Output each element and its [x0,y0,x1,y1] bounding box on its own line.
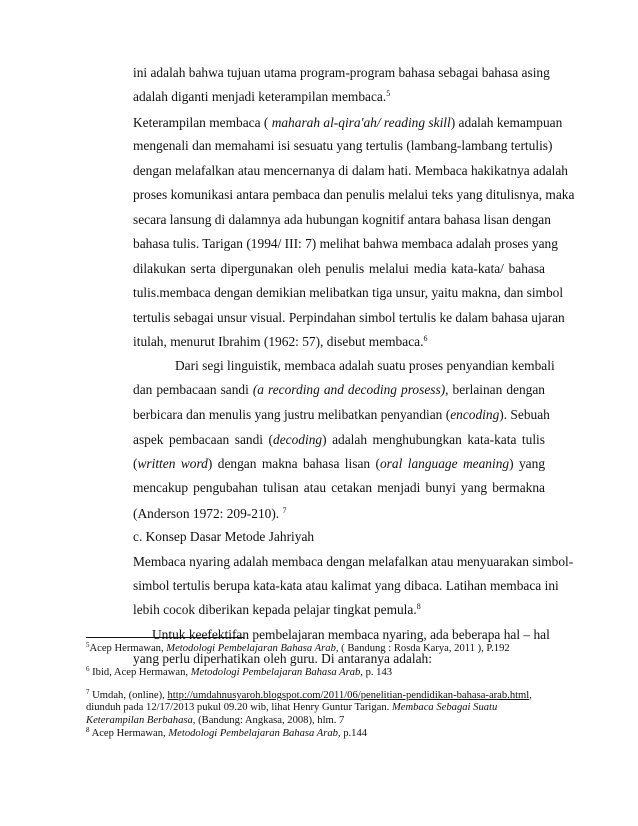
body-line [152,627,550,643]
text-run: diunduh pada 12/17/2013 pukul 09.20 wib, lihat Henry Guntur Tarigan. [86,702,392,713]
text-run: mencakup pengubahan tulisan atau cetakan menjadi bunyi yang bermakna [133,480,545,495]
text-run: yang perlu diperhatikan oleh guru. Di antaranya adalah: [133,651,432,666]
text-run: Metodologi Pembelajaran Bahasa Arab, [168,728,341,739]
footnote-ref: 5 [86,641,90,649]
text-run: ) adalah menghubungkan kata-kata tulis [322,432,545,447]
text-run: Umdah, (online), [89,690,168,701]
text-run: Acep Hermawan, [89,728,169,739]
text-run: Acep Hermawan, [89,643,167,654]
text-run: ). Sebuah [499,407,550,422]
body-line [175,358,555,374]
text-run: dan pembacaan sandi [133,382,253,397]
text-run: secara lansung di dalamnya ada hubungan kognitif antara bahasa lisan dengan [133,212,551,227]
footnote-ref: 6 [423,334,428,343]
footnote-ref: 6 [86,665,90,673]
body-line [133,554,574,570]
footnote-separator [86,637,244,638]
text-run: Membaca nyaring adalah membaca dengan melafalkan atau menyuarakan simbol- [133,554,574,569]
text-run: p.144 [340,728,368,739]
body-line [133,334,545,350]
footnote-ref: 7 [86,688,90,696]
footnote-ref: 8 [86,726,90,734]
footnote-line [86,702,546,715]
body-line [133,65,550,81]
text-run: decoding [273,432,323,447]
text-run: ) dengan makna bahasa lisan ( [207,456,380,471]
text-run: tulis.membaca dengan demikian melibatkan tiga unsur, yaitu makna, dan simbol [133,285,564,300]
body-line [133,432,545,448]
body-line [133,163,568,179]
text-run: Keterampilan Berbahasa, [86,715,196,726]
text-run: maharah al-qira'ah/ reading skill [271,115,451,130]
body-line [133,187,575,203]
footnote-ref: 7 [282,506,287,515]
text-run: ( [133,456,138,471]
body-line [133,138,553,154]
text-run: Metodologi Pembelajaran Bahasa Arab, [190,667,363,678]
footnote-line [86,690,546,703]
text-run: itulah, menurut Ibrahim (1962: 57), disebut membaca. [133,334,424,349]
body-line [133,115,563,131]
text-run: (a recording and decoding prosess) [252,382,446,397]
text-run: ) yang [509,456,546,471]
text-run: , berlainan dengan [445,382,545,397]
footnote-ref: 8 [416,602,421,611]
body-line [133,456,545,472]
text-run: c. Konsep Dasar Metode Jahriyah [133,529,315,544]
body-line [133,236,558,252]
footnote-line [86,715,546,728]
body-line [133,261,545,277]
text-run: written word [137,456,208,471]
text-run: aspek pembacaan sandi ( [133,432,274,447]
text-run: dilakukan serta dipergunakan oleh penulis melalui media kata-kata/ bahasa [133,261,545,276]
text-run: Membaca Sebagai Suatu [391,702,498,713]
footnote-ref: 5 [386,89,391,98]
text-run: Untuk keefektifan pembelajaran membaca nyaring, ada beberapa hal – hal [152,627,550,642]
footnote-line [86,643,546,656]
body-line [133,285,564,301]
body-line [133,529,545,545]
body-line [133,602,545,618]
footnote-line [86,728,546,741]
text-run: mengenali dan memahami isi sesuatu yang tertulis (lambang-lambang tertulis) [133,138,553,153]
body-line [133,407,550,423]
body-line [133,506,545,522]
url-link[interactable]: http://umdahnusyaroh.blogspot.com/2011/06/penelitian-pendidikan-bahasa-arab.html [167,690,530,701]
text-run: (Bandung: Angkasa, 2008), hlm. 7 [195,715,345,726]
text-run: simbol tertulis berupa kata-kata atau kalimat yang dibaca. Latihan membaca ini [133,578,559,593]
body-line [133,382,545,398]
text-run: ( Bandung : Rosda Karya, 2011 ), P.192 [338,643,510,654]
text-run: Keterampilan membaca ( [133,115,272,130]
text-run: (Anderson 1972: 209-210). [133,506,283,521]
body-line [133,310,565,326]
text-run: , [529,690,532,701]
body-line [133,89,545,105]
text-run: adalah diganti menjadi keterampilan membaca. [133,89,387,104]
text-run: dengan melafalkan atau mencernanya di dalam hati. Membaca hakikatnya adalah [133,163,568,178]
footnote-line [86,667,546,680]
text-run: oral language meaning [379,456,510,471]
text-run: tertulis sebagai unsur visual. Perpindahan simbol tertulis ke dalam bahasa ujaran [133,310,565,325]
body-line [133,578,559,594]
text-run: encoding [450,407,500,422]
text-run: ) adalah kemampuan [450,115,563,130]
text-run: lebih cocok diberikan kepada pelajar tingkat pemula. [133,602,417,617]
text-run: p. 143 [362,667,393,678]
text-run: Ibid, Acep Hermawan, [89,667,191,678]
text-run: ini adalah bahwa tujuan utama program-program bahasa sebagai bahasa asing [133,65,550,80]
body-line [133,480,545,496]
body-line [133,212,551,228]
text-run: Metodologi Pembelajaran Bahasa Arab, [166,643,339,654]
text-run: bahasa tulis. Tarigan (1994/ III: 7) melihat bahwa membaca adalah proses yang [133,236,558,251]
text-run: Dari segi linguistik, membaca adalah suatu proses penyandian kembali [175,358,555,373]
text-run: berbicara dan menulis yang justru melibatkan penyandian ( [133,407,451,422]
text-run: proses komunikasi antara pembaca dan penulis melalui teks yang ditulisnya, maka [133,187,575,202]
